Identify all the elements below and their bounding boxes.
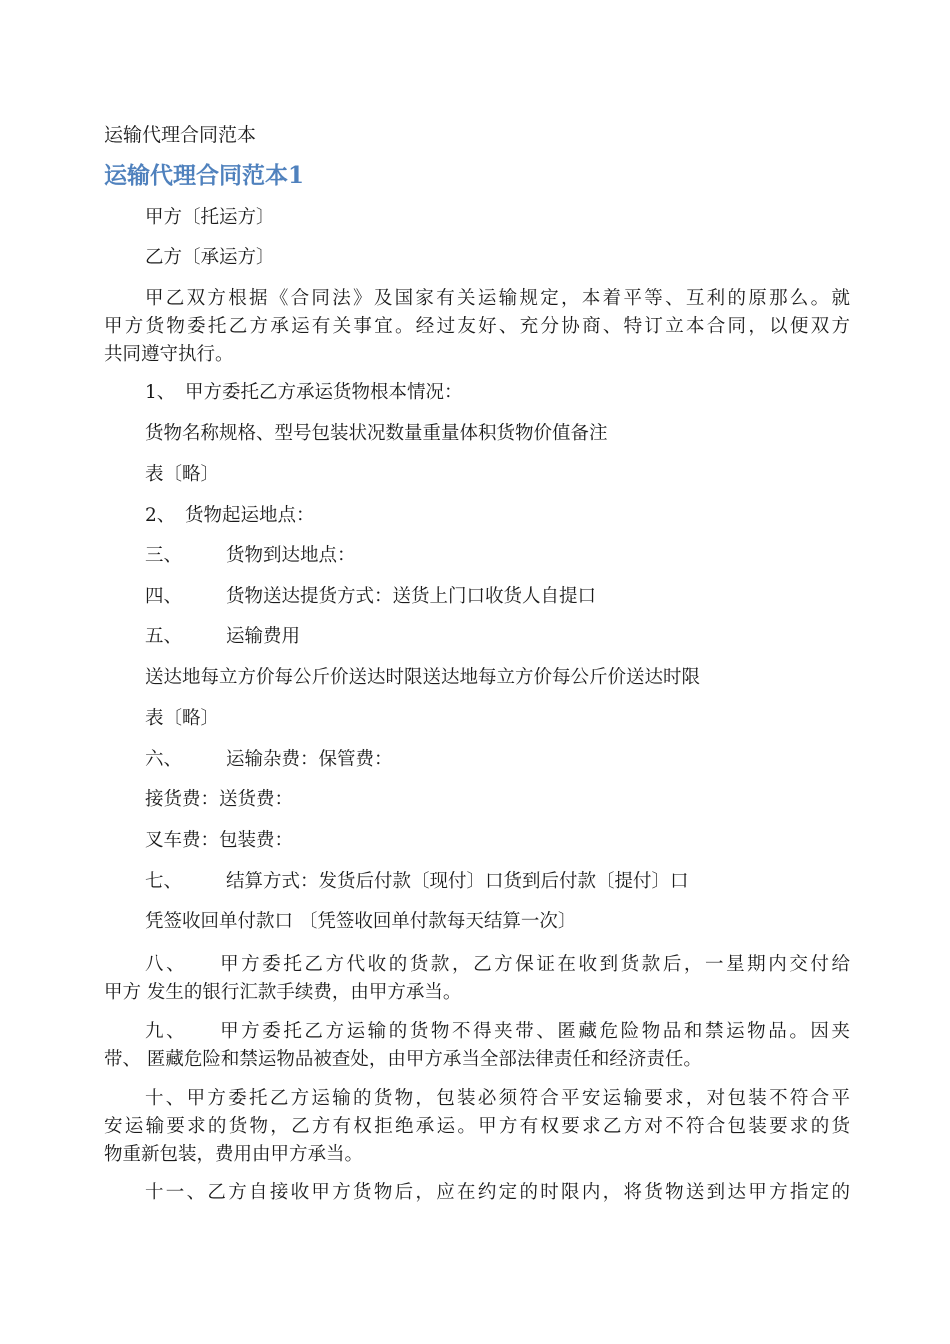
clause-10-line-3: 物重新包装，费用由甲方承当。 (104, 1144, 364, 1165)
item-5-text: 运输费用 (226, 626, 301, 647)
item-3-text: 货物到达地点： (226, 545, 356, 566)
clause-11 (104, 1179, 850, 1207)
item-2 (145, 502, 315, 530)
party-a: 甲方〔托运方〕 (145, 207, 275, 228)
item-2-number: 2、 (145, 505, 176, 526)
intro-line-1: 甲乙双方根据《合同法》及国家有关运输规定，本着平等、互利的原那么。就 (145, 288, 850, 309)
clause-9 (104, 1018, 850, 1074)
misc-fees-2: 叉车费：包装费： (145, 830, 294, 851)
item-1-text: 甲方委托乙方承运货物根本情况： (185, 382, 463, 403)
intro-line-3: 共同遵守执行。 (104, 344, 234, 365)
intro-line-2: 甲方货物委托乙方承运有关事宜。经过友好、充分协商、特订立本合同，以便双方 (104, 316, 850, 337)
party-b: 乙方〔承运方〕 (145, 247, 275, 268)
item-6-number: 六、 (145, 749, 183, 770)
table-placeholder-1: 表〔略〕 (145, 464, 220, 485)
item-3 (145, 542, 356, 570)
clause-10-line-2: 安运输要求的货物，乙方有权拒绝承运。甲方有权要求乙方对不符合包装要求的货 (104, 1116, 850, 1137)
settlement-option: 凭签收回单付款口 〔凭签收回单付款每天结算一次〕 (145, 911, 577, 932)
item-4-text: 货物送达提货方式：送货上门口收货人自提口 (226, 586, 597, 607)
section-heading: 运输代理合同范本1 (104, 162, 305, 189)
item-5 (145, 623, 300, 651)
document-title: 运输代理合同范本 (104, 124, 257, 146)
clause-9-line-2: 带、 匿藏危险和禁运物品被查处，由甲方承当全部法律责任和经济责任。 (104, 1049, 702, 1070)
item-1 (145, 379, 463, 407)
item-3-number: 三、 (145, 545, 183, 566)
item-7-text: 结算方式：发货后付款〔现付〕口货到后付款〔提付〕口 (226, 871, 689, 892)
clause-11-line-1: 十一、乙方自接收甲方货物后，应在约定的时限内，将货物送到达甲方指定的 (145, 1182, 850, 1203)
item-7-number: 七、 (145, 871, 183, 892)
item-2-text: 货物起运地点： (185, 505, 315, 526)
clause-8-line-2: 甲方 发生的银行汇款手续费，由甲方承当。 (104, 982, 462, 1003)
item-4-number: 四、 (145, 586, 183, 607)
misc-fees-1: 接货费：送货费： (145, 789, 294, 810)
table-placeholder-2: 表〔略〕 (145, 708, 220, 729)
item-6 (145, 746, 393, 774)
item-5-number: 五、 (145, 626, 183, 647)
clause-10 (104, 1085, 850, 1169)
goods-columns: 货物名称规格、型号包装状况数量重量体积货物价值备注 (145, 423, 608, 444)
item-7 (145, 868, 689, 896)
item-6-text: 运输杂费：保管费： (226, 749, 393, 770)
clause-10-line-1: 十、甲方委托乙方运输的货物，包装必须符合平安运输要求，对包装不符合平 (145, 1088, 850, 1109)
item-1-number: 1、 (145, 382, 176, 403)
clause-8 (104, 951, 850, 1007)
clause-8-line-1: 八、 甲方委托乙方代收的货款，乙方保证在收到货款后，一星期内交付给 (145, 954, 850, 975)
intro-paragraph (104, 285, 850, 369)
item-4 (145, 583, 596, 611)
clause-9-line-1: 九、 甲方委托乙方运输的货物不得夹带、匿藏危险物品和禁运物品。因夹 (145, 1021, 850, 1042)
fee-columns: 送达地每立方价每公斤价送达时限送达地每立方价每公斤价送达时限 (145, 667, 701, 688)
